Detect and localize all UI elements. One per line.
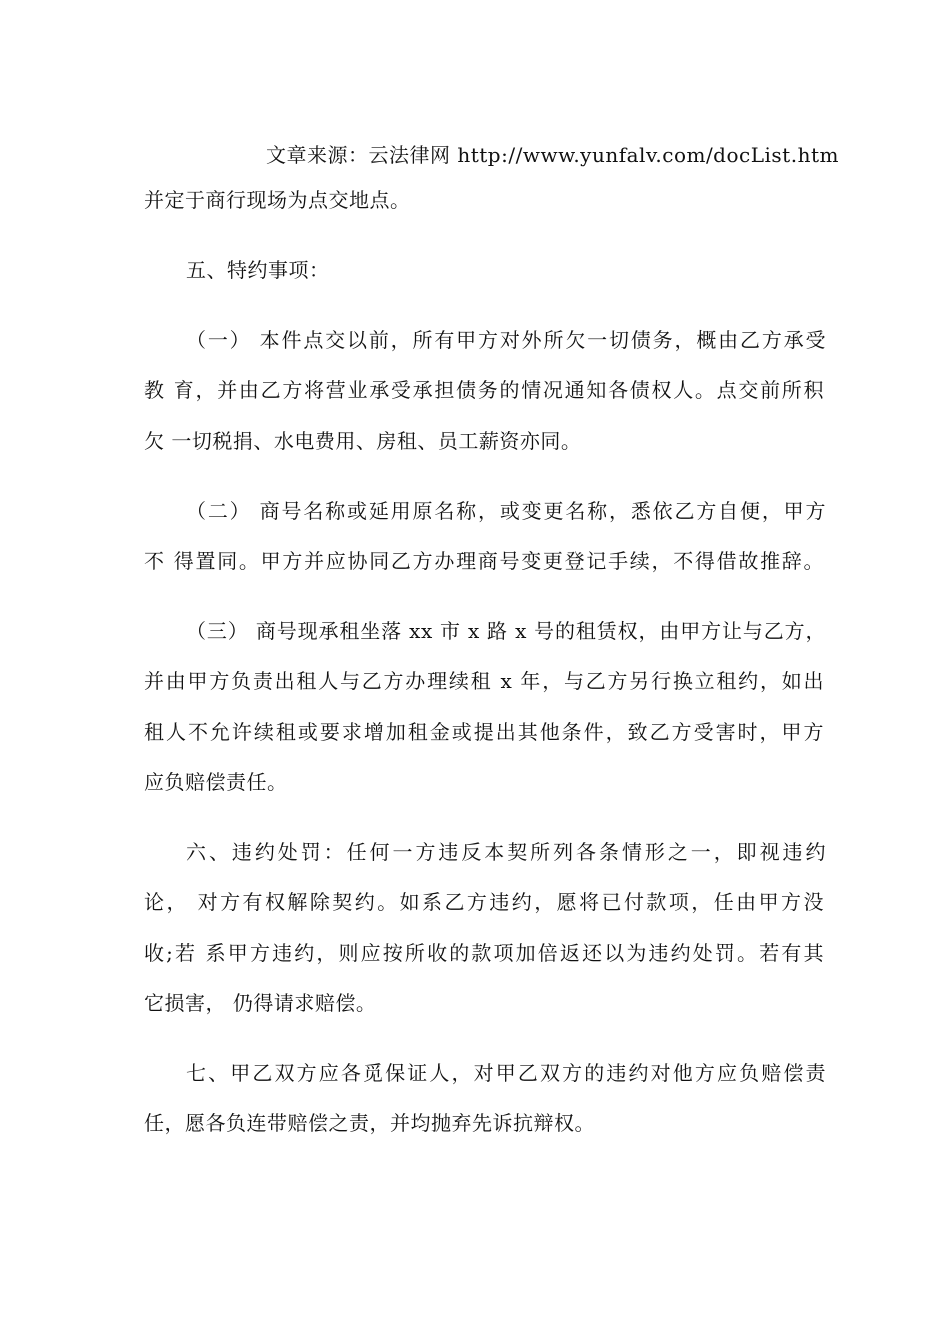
source-line: 文章来源：云法律网 http://www.yunfalv.com/docList.htm: [266, 143, 839, 167]
paragraph-line: 收;若 系甲方违约，则应按所收的款项加倍返还以为违约处罚。若有其: [144, 941, 824, 965]
paragraph-line: 并定于商行现场为点交地点。: [144, 188, 411, 212]
paragraph-line: 任，愿各负连带赔偿之责，并均抛弃先诉抗辩权。: [144, 1111, 595, 1135]
paragraph-line: 七、甲乙双方应各觅保证人，对甲乙双方的违约对他方应负赔偿责: [186, 1061, 826, 1085]
paragraph-line: 教 育，并由乙方将营业承受承担债务的情况通知各债权人。点交前所积: [144, 378, 824, 402]
paragraph-line: （三） 商号现承租坐落 xx 市 x 路 x 号的租赁权，由甲方让与乙方，: [186, 619, 826, 643]
paragraph-line: 应负赔偿责任。: [144, 770, 288, 794]
paragraph-line: 并由甲方负责出租人与乙方办理续租 x 年，与乙方另行换立租约，如出: [144, 669, 824, 693]
paragraph-line: 欠 一切税捐、水电费用、房租、员工薪资亦同。: [144, 429, 582, 453]
paragraph-line: 不 得置同。甲方并应协同乙方办理商号变更登记手续，不得借故推辞。: [144, 549, 824, 573]
paragraph-line: （二） 商号名称或延用原名称，或变更名称，悉依乙方自便，甲方: [186, 499, 826, 523]
paragraph-line: 租人不允许续租或要求增加租金或提出其他条件，致乙方受害时，甲方: [144, 720, 824, 744]
paragraph-line: （一） 本件点交以前，所有甲方对外所欠一切债务，概由乙方承受: [186, 328, 826, 352]
paragraph-line: 论， 对方有权解除契约。如系乙方违约，愿将已付款项，任由甲方没: [144, 890, 824, 914]
section-heading: 五、特约事项：: [186, 258, 330, 282]
paragraph-line: 它损害， 仍得请求赔偿。: [144, 991, 377, 1015]
paragraph-line: 六、违约处罚：任何一方违反本契所列各条情形之一，即视违约: [186, 840, 826, 864]
